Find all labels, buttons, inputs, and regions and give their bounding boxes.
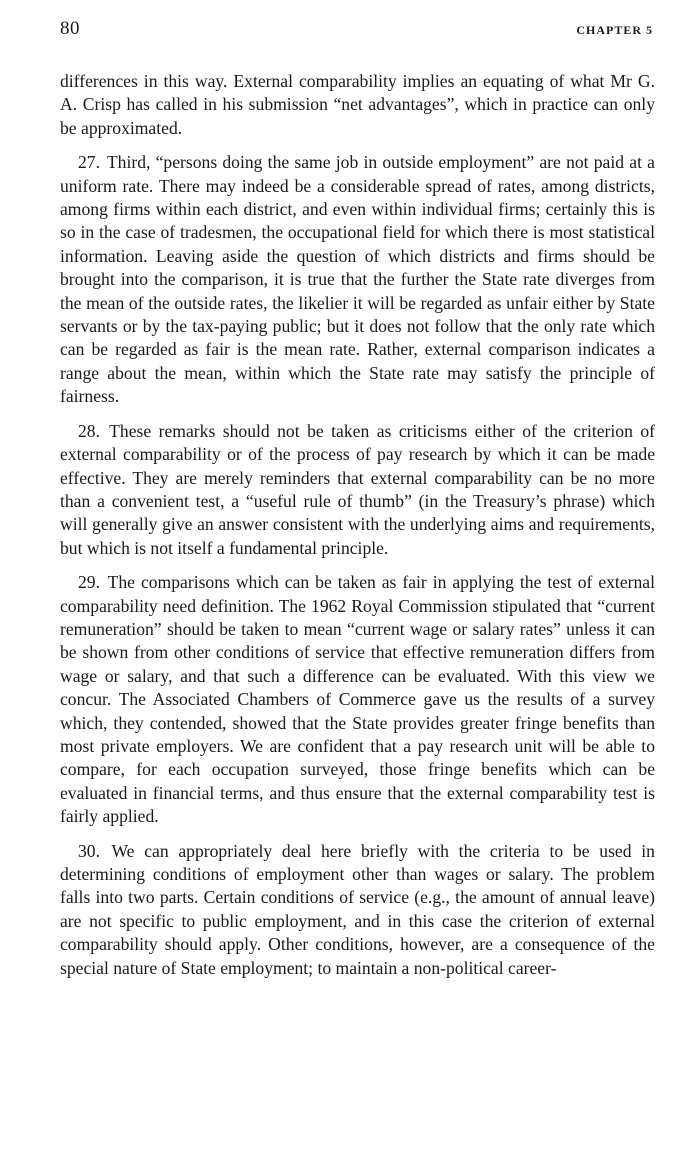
paragraph-28	[60, 420, 655, 560]
paragraph-text: These remarks should not be taken as criticisms either of the criterion of external comparability or of the process of pay research by which it can be made effective. They are merely reminders that external comparability can be no more than a convenient test, a “useful rule of thumb” (in the Treasury’s phrase) which will generally give an answer consistent with the underlying aims and requirements, but which is not itself a fundamental principle.	[60, 420, 655, 558]
page-number: 80	[60, 18, 80, 39]
paragraph-text: The comparisons which can be taken as fair in applying the test of external comparability need definition. The 1962 Royal Commission stipulated that “current remuneration” should be taken to mean “current wage or salary rates” unless it can be shown from other conditions of service that effective remuneration differs from wage or salary, and that such a difference can be evaluated. With this view we concur. The Associated Chambers of Commerce gave us the results of a survey which, they contended, showed that the State provides greater fringe benefits than most private employers. We are confident that a pay research unit will be able to compare, for each occupation surveyed, those fringe benefits which can be evaluated in financial terms, and thus ensure that the external comparability test is fairly applied.	[60, 572, 655, 827]
body-text	[60, 70, 655, 980]
paragraph-continued	[60, 70, 655, 140]
paragraph-number: 27.	[78, 152, 100, 173]
chapter-label: CHAPTER 5	[576, 23, 653, 37]
paragraph-27	[60, 151, 655, 408]
paragraph-text: Third, “persons doing the same job in outside employment” are not paid at a uniform rate. There may indeed be a considerable spread of rates, among districts, among firms within each district, and even within individual firms; certainly this is so in the case of tradesmen, the occupational field for which there is most statistical information. Leaving aside the question of which districts and firms should be brought into the comparison, it is true that the further the State rate diverges from the mean of the outside rates, the likelier it will be regarded as unfair either by State servants or by the tax-paying public; but it does not follow that the only rate which can be regarded as fair is the mean rate. Rather, external comparison indicates a range about the mean, within which the State rate may satisfy the principle of fairness.	[60, 152, 655, 407]
paragraph-number: 28.	[78, 420, 100, 441]
paragraph-30	[60, 840, 655, 980]
paragraph-29	[60, 571, 655, 828]
document-page	[60, 18, 655, 991]
paragraph-text: differences in this way. External comparability implies an equating of what Mr G. A. Crisp has called in his submission “net advantages”, which in practice can only be approximated.	[60, 71, 655, 138]
running-head	[60, 18, 655, 58]
paragraph-text: We can appropriately deal here briefly with the criteria to be used in determining conditions of employment other than wages or salary. The problem falls into two parts. Certain conditions of service (e.g., the amount of annual leave) are not specific to public employment, and in this case the criterion of external comparability should apply. Other conditions, however, are a consequence of the special nature of State employment; to maintain a non-political career-	[60, 840, 655, 978]
paragraph-number: 29.	[78, 572, 100, 593]
paragraph-number: 30.	[78, 840, 100, 861]
